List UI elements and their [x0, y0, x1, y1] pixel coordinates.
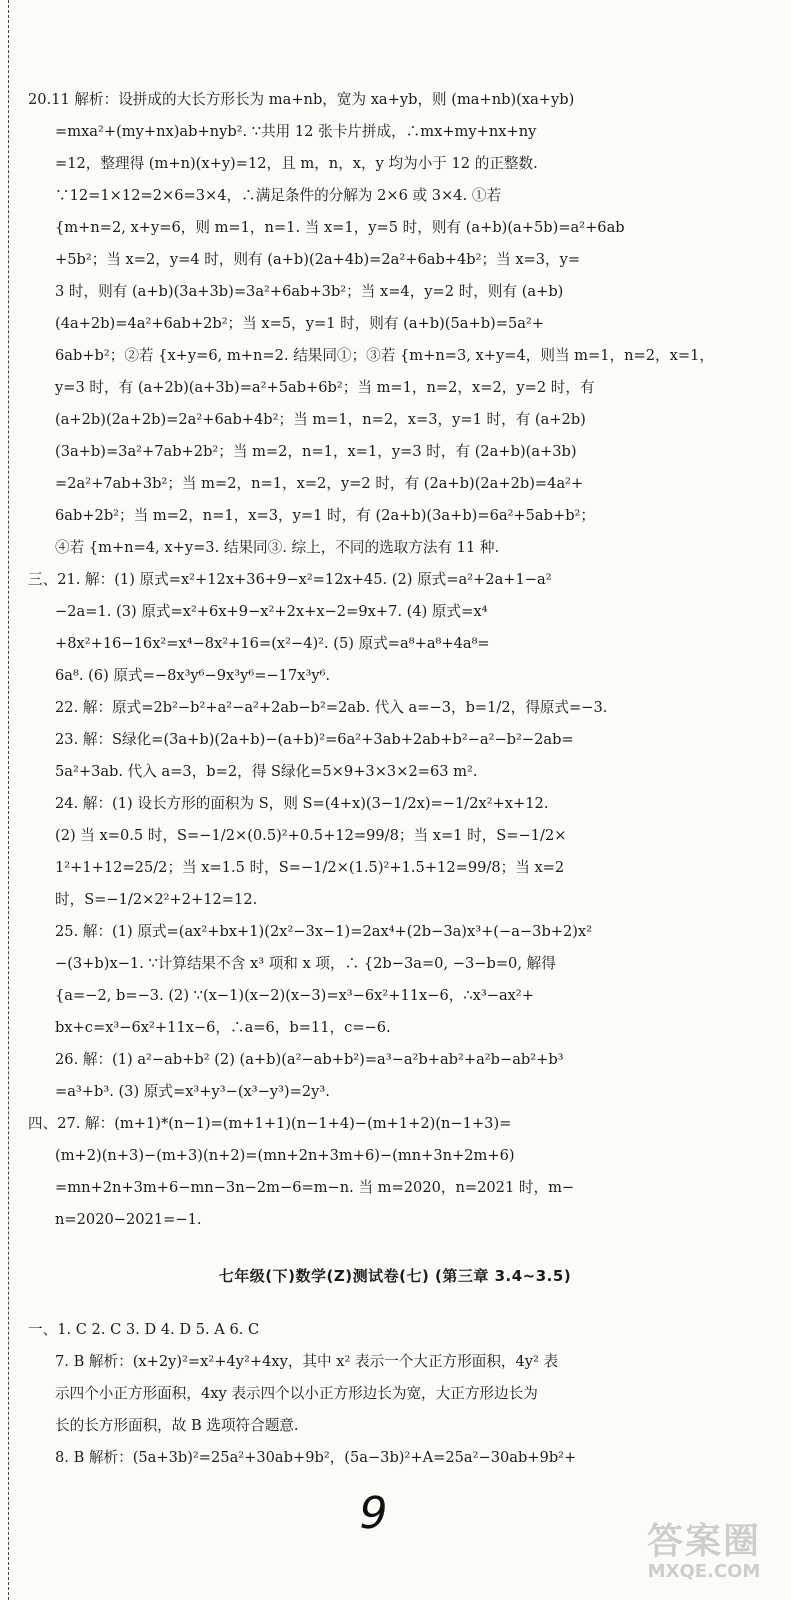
answer-line: 四、27. 解：(m+1)*(n−1)=(m+1+1)(n−1+4)−(m+1+2)(n−1+3)=: [28, 1115, 512, 1132]
answer-line: 时，S=−1/2×2²+2+12=12.: [55, 891, 258, 908]
answer-line: 示四个小正方形面积，4xy 表示四个以小正方形边长为宽，大正方形边长为: [55, 1385, 538, 1402]
answer-line: (3a+b)=3a²+7ab+2b²；当 m=2，n=1，x=1，y=3 时，有 (2a+b)(a+3b): [55, 443, 577, 460]
answer-line: 6a⁸. (6) 原式=−8x³y⁶−9x³y⁶=−17x³y⁶.: [55, 667, 331, 684]
answer-line: 26. 解：(1) a²−ab+b² (2) (a+b)(a²−ab+b²)=a³−a²b+ab²+a²b−ab²+b³: [55, 1051, 564, 1068]
answer-line: 23. 解：S绿化=(3a+b)(2a+b)−(a+b)²=6a²+3ab+2ab+b²−a²−b²−2ab=: [55, 731, 574, 748]
answer-line: 3 时，则有 (a+b)(3a+3b)=3a²+6ab+3b²；当 x=4，y=2 时，则有 (a+b): [55, 283, 564, 300]
answer-line: (4a+2b)=4a²+6ab+2b²；当 x=5，y=1 时，则有 (a+b)(5a+b)=5a²+: [55, 315, 545, 332]
answer-line: (m+2)(n+3)−(m+3)(n+2)=(mn+2n+3m+6)−(mn+3n+2m+6): [55, 1147, 515, 1164]
watermark-logo: [629, 1522, 779, 1588]
answer-line: 1²+1+12=25/2；当 x=1.5 时，S=−1/2×(1.5)²+1.5+12=99/8；当 x=2: [55, 859, 565, 876]
binding-dashed-line: [8, 0, 9, 1600]
answer-line: 三、21. 解：(1) 原式=x²+12x+36+9−x²=12x+45. (2) 原式=a²+2a+1−a²: [28, 571, 552, 588]
answer-line: =mxa²+(my+nx)ab+nyb². ∵共用 12 张卡片拼成，∴mx+my+nx+ny: [55, 123, 537, 140]
answer-line: ∵12=1×12=2×6=3×4，∴满足条件的分解为 2×6 或 3×4. ①若: [55, 187, 502, 204]
answer-line: 24. 解：(1) 设长方形的面积为 S，则 S=(4+x)(3−1/2x)=−1/2x²+x+12.: [55, 795, 549, 812]
answer-line: 5a²+3ab. 代入 a=3，b=2，得 S绿化=5×9+3×3×2=63 m².: [55, 763, 478, 780]
answer-line: bx+c=x³−6x²+11x−6，∴a=6，b=11，c=−6.: [55, 1019, 391, 1036]
answer-content: [28, 84, 762, 1474]
answer-line: 6ab+2b²；当 m=2，n=1，x=3，y=1 时，有 (2a+b)(3a+b)=6a²+5ab+b²；: [55, 507, 595, 524]
answer-line: −2a=1. (3) 原式=x²+6x+9−x²+2x+x−2=9x+7. (4) 原式=x⁴: [55, 603, 488, 620]
answer-line: =12，整理得 (m+n)(x+y)=12，且 m，n，x，y 均为小于 12 的正整数.: [55, 155, 538, 172]
answer-line: +5b²；当 x=2，y=4 时，则有 (a+b)(2a+4b)=2a²+6ab+4b²；当 x=3，y=: [55, 251, 581, 268]
answer-line: {a=−2, b=−3. (2) ∵(x−1)(x−2)(x−3)=x³−6x²+11x−6，∴x³−ax²+: [55, 987, 534, 1004]
answer-line: ④若 {m+n=4, x+y=3. 结果同③. 综上，不同的选取方法有 11 种.: [55, 539, 500, 556]
answer-line: 20.11 解析：设拼成的大长方形长为 ma+nb，宽为 xa+yb，则 (ma+nb)(xa+yb): [28, 91, 575, 108]
test-section-heading: 七年级(下)数学(Z)测试卷(七) (第三章 3.4~3.5): [218, 1267, 572, 1285]
answer-line: 7. B 解析：(x+2y)²=x²+4y²+4xy，其中 x² 表示一个大正方形面积，4y² 表: [55, 1353, 559, 1370]
answer-line: 25. 解：(1) 原式=(ax²+bx+1)(2x²−3x−1)=2ax⁴+(2b−3a)x³+(−a−3b+2)x²: [55, 923, 593, 940]
watermark-logo-text: 答案圈: [646, 1521, 761, 1562]
answer-line: =a³+b³. (3) 原式=x³+y³−(x³−y³)=2y³.: [55, 1083, 330, 1100]
watermark-site-text: MXQE.COM: [647, 1561, 761, 1582]
answer-line: =2a²+7ab+3b²；当 m=2，n=1，x=2，y=2 时，有 (2a+b)(2a+2b)=4a²+: [55, 475, 584, 492]
answer-line: y=3 时，有 (a+2b)(a+3b)=a²+5ab+6b²；当 m=1，n=2，x=2，y=2 时，有: [55, 379, 595, 396]
answer-line: (2) 当 x=0.5 时，S=−1/2×(0.5)²+0.5+12=99/8；当 x=1 时，S=−1/2×: [55, 827, 567, 844]
answer-line: 长的长方形面积，故 B 选项符合题意.: [55, 1417, 299, 1434]
answer-line: 22. 解：原式=2b²−b²+a²−a²+2ab−b²=2ab. 代入 a=−3，b=1/2，得原式=−3.: [55, 699, 608, 716]
answer-line: {m+n=2, x+y=6，则 m=1，n=1. 当 x=1，y=5 时，则有 (a+b)(a+5b)=a²+6ab: [55, 219, 625, 236]
answer-line: +8x²+16−16x²=x⁴−8x²+16=(x²−4)². (5) 原式=a⁸+a⁸+4a⁸=: [55, 635, 490, 652]
answer-line: 6ab+b²；②若 {x+y=6, m+n=2. 结果同①；③若 {m+n=3, x+y=4，则当 m=1，n=2，x=1，: [55, 347, 714, 364]
answer-line: 8. B 解析：(5a+3b)²=25a²+30ab+9b²，(5a−3b)²+A=25a²−30ab+9b²+: [55, 1449, 577, 1466]
answer-line: −(3+b)x−1. ∵计算结果不含 x³ 项和 x 项，∴ {2b−3a=0, −3−b=0, 解得: [55, 955, 556, 972]
answer-line: (a+2b)(2a+2b)=2a²+6ab+4b²；当 m=1，n=2，x=3，y=1 时，有 (a+2b): [55, 411, 586, 428]
answer-line: 一、1. C 2. C 3. D 4. D 5. A 6. C: [28, 1321, 260, 1338]
page-number: 9: [354, 1488, 392, 1539]
answer-line: n=2020−2021=−1.: [55, 1211, 202, 1228]
answer-line: =mn+2n+3m+6−mn−3n−2m−6=m−n. 当 m=2020，n=2021 时，m−: [55, 1179, 575, 1196]
